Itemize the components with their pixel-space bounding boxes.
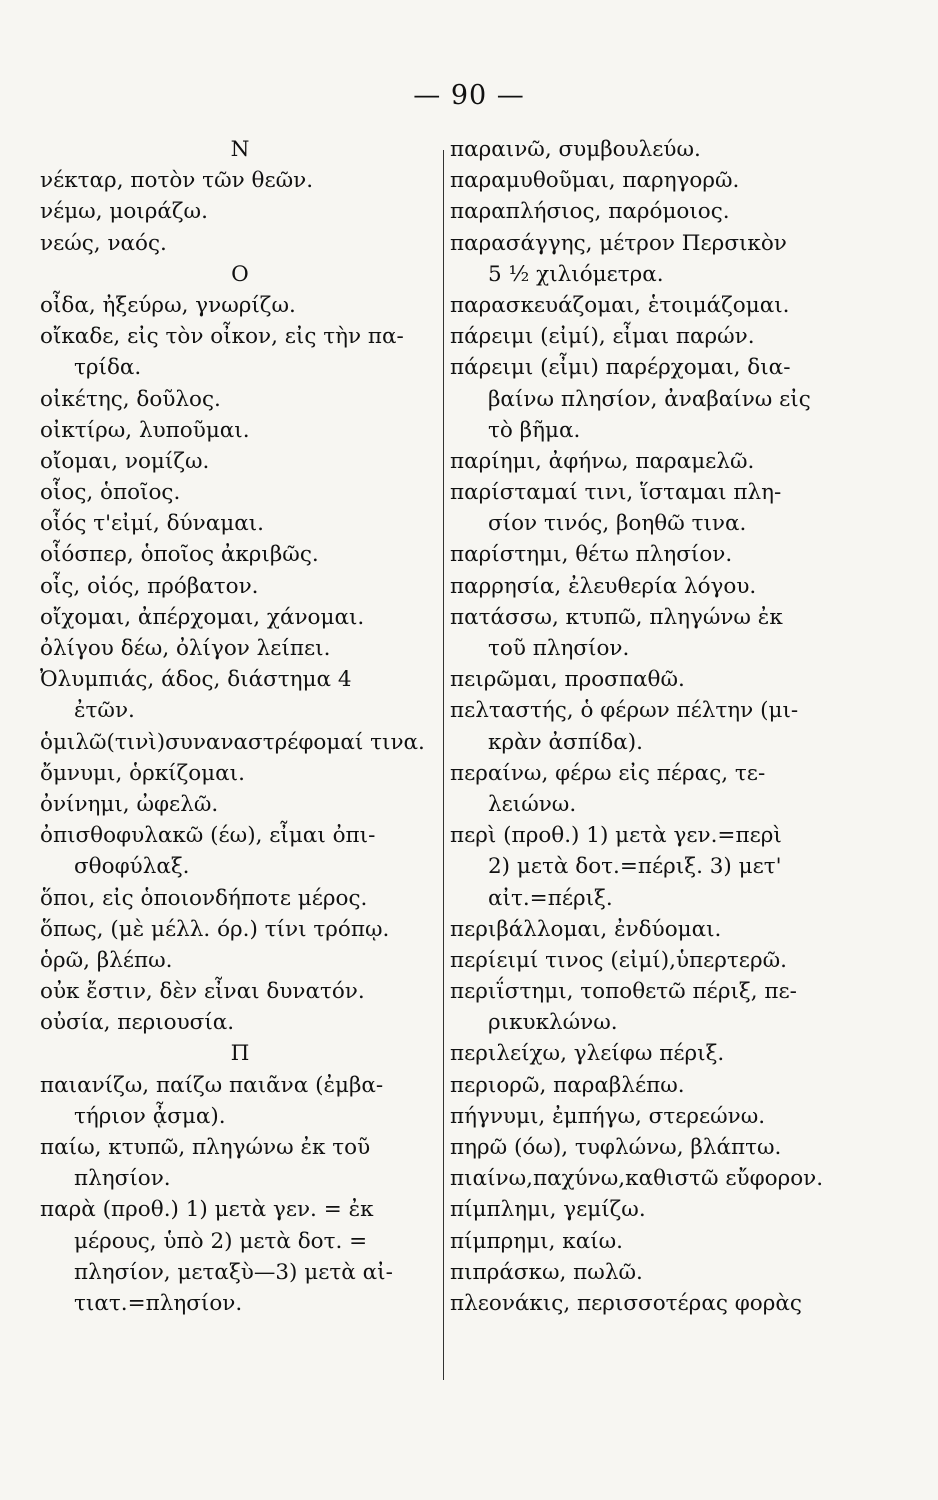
dictionary-entry-line: τὸ βῆμα. <box>488 417 581 443</box>
dictionary-entry-line: ὅπως, (μὲ μέλλ. όρ.) τίνι τρόπῳ. <box>40 916 390 942</box>
dictionary-entry-line: λειώνω. <box>488 791 577 817</box>
dictionary-entry-line: παρασκευάζομαι, ἑτοιμάζομαι. <box>450 292 790 318</box>
dictionary-entry-line: πιαίνω,παχύνω,καθιστῶ εὔφορον. <box>450 1166 824 1192</box>
dictionary-entry-line: Ὀλυμπιάς, άδος, διάστημα 4 <box>40 667 352 693</box>
dictionary-entry-line: πάρειμι (εἰμί), εἶμαι παρών. <box>450 324 755 350</box>
dictionary-entry-line: αἰτ.=πέριξ. <box>488 885 613 911</box>
dictionary-entry-line: σίον τινός, βοηθῶ τινα. <box>488 511 747 537</box>
dictionary-entry-line: παίω, κτυπῶ, πληγώνω ἐκ τοῦ <box>40 1135 371 1160</box>
dictionary-entry-line: παραμυθοῦμαι, παρηγορῶ. <box>450 168 740 194</box>
dictionary-entry-line: νεώς, ναός. <box>40 230 167 256</box>
dictionary-entry-line: παρίστημι, θέτω πλησίον. <box>450 542 733 568</box>
dictionary-entry-line: σθοφύλαξ. <box>74 854 190 880</box>
dictionary-entry-line: περιορῶ, παραβλέπω. <box>450 1072 685 1098</box>
dictionary-entry-line: πελταστής, ὁ φέρων πέλτην (μι- <box>450 698 799 724</box>
right-column <box>450 134 910 1319</box>
dictionary-entry-line: οἷός τ'εἰμί, δύναμαι. <box>40 511 264 537</box>
dictionary-entry-line: τρίδα. <box>74 355 142 381</box>
dictionary-entry-line: 5 ½ χιλιόμετρα. <box>488 261 664 287</box>
dictionary-entry-line: περὶ (προθ.) 1) μετὰ γεν.=περὶ <box>450 823 782 849</box>
dictionary-entry-line: μέρους, ὑπὸ 2) μετὰ δοτ. = <box>74 1228 368 1254</box>
dictionary-entry-line: παραπλήσιος, παρόμοιος. <box>450 199 730 225</box>
dictionary-entry-line: τήριον ᾆσμα). <box>74 1103 226 1129</box>
dictionary-entry-line: πιπράσκω, πωλῶ. <box>450 1259 643 1285</box>
dictionary-entry-line: ρικυκλώνω. <box>488 1010 618 1036</box>
dictionary-entry-line: οἶδα, ἠξεύρω, γνωρίζω. <box>40 292 296 318</box>
dictionary-entry-line: ὀνίνημι, ὠφελῶ. <box>40 791 219 817</box>
dictionary-entry-line: οἰκέτης, δοῦλος. <box>40 386 221 412</box>
dictionary-entry-line: οἷς, οἰός, πρόβατον. <box>40 573 259 599</box>
dictionary-entry-line: βαίνω πλησίον, ἀναβαίνω εἰς <box>488 386 811 412</box>
dictionary-entry-line: πάρειμι (εἶμι) παρέρχομαι, δια- <box>450 355 791 381</box>
left-column <box>40 134 440 1319</box>
section-letter: Π <box>230 1041 250 1067</box>
dictionary-entry-line: κρὰν ἀσπίδα). <box>488 729 643 755</box>
dictionary-entry-line: 2) μετὰ δοτ.=πέριξ. 3) μετ' <box>488 854 782 880</box>
page-number: — 90 — <box>413 80 525 111</box>
dictionary-entry-line: περιβάλλομαι, ἐνδύομαι. <box>450 916 722 942</box>
dictionary-entry-line: οὐσία, περιουσία. <box>40 1010 235 1036</box>
dictionary-entry-line: πλησίον. <box>74 1166 171 1192</box>
dictionary-entry-line: οἴομαι, νομίζω. <box>40 448 210 474</box>
dictionary-entry-line: περιΐστημι, τοποθετῶ πέριξ, πε- <box>450 979 797 1005</box>
dictionary-entry-line: περίειμί τινος (εἰμί),ὑπερτερῶ. <box>450 947 787 973</box>
dictionary-entry-line: τοῦ πλησίον. <box>488 636 630 661</box>
dictionary-entry-line: ὁμιλῶ(τινὶ)συναναστρέφομαί τινα. <box>40 729 425 755</box>
dictionary-entry-line: παρίημι, ἀφήνω, παραμελῶ. <box>450 448 755 474</box>
dictionary-entry-line: περαίνω, φέρω εἰς πέρας, τε- <box>450 760 766 786</box>
dictionary-entry-line: νέκταρ, ποτὸν τῶν θεῶν. <box>40 168 314 194</box>
dictionary-entry-line: παρρησία, ἐλευθερία λόγου. <box>450 573 757 599</box>
dictionary-entry-line: οἴχομαι, ἀπέρχομαι, χάνομαι. <box>40 604 365 630</box>
dictionary-entry-line: οἷος, ὁποῖος. <box>40 480 181 506</box>
dictionary-entry-line: ἐτῶν. <box>74 698 135 724</box>
dictionary-entry-line: πλεονάκις, περισσοτέρας φορὰς <box>450 1290 802 1316</box>
dictionary-entry-line: πίμπρημι, καίω. <box>450 1228 624 1254</box>
section-letter: Ο <box>231 261 249 287</box>
dictionary-entry-line: οἰκτίρω, λυποῦμαι. <box>40 417 250 443</box>
dictionary-entry-line: τιατ.=πλησίον. <box>74 1290 243 1316</box>
column-divider <box>443 150 444 1380</box>
dictionary-entry-line: παιανίζω, παίζω παιᾶνα (ἐμβα- <box>40 1072 384 1098</box>
dictionary-entry-line: παρίσταμαί τινι, ἵσταμαι πλη- <box>450 480 782 506</box>
dictionary-entry-line: παραινῶ, συμβουλεύω. <box>450 137 701 162</box>
dictionary-entry-line: ὄμνυμι, ὁρκίζομαι. <box>40 760 245 786</box>
dictionary-entry-line: πηρῶ (όω), τυφλώνω, βλάπτω. <box>450 1135 782 1160</box>
dictionary-entry-line: πειρῶμαι, προσπαθῶ. <box>450 667 685 693</box>
dictionary-entry-line: παρὰ (προθ.) 1) μετὰ γεν. = ἐκ <box>40 1197 374 1223</box>
dictionary-entry-line: οἴκαδε, εἰς τὸν οἶκον, εἰς τὴν πα- <box>40 324 404 350</box>
dictionary-entry-line: πήγνυμι, ἐμπήγω, στερεώνω. <box>450 1103 766 1129</box>
dictionary-entry-line: πλησίον, μεταξὺ—3) μετὰ αἰ- <box>74 1259 393 1285</box>
dictionary-entry-line: περιλείχω, γλείφω πέριξ. <box>450 1041 725 1067</box>
dictionary-entry-line: ὀπισθοφυλακῶ (έω), εἶμαι ὀπι- <box>40 823 376 849</box>
dictionary-entry-line: νέμω, μοιράζω. <box>40 199 208 225</box>
section-letter: Ν <box>230 137 250 162</box>
dictionary-entry-line: οὐκ ἔστιν, δὲν εἶναι δυνατόν. <box>40 979 365 1005</box>
dictionary-entry-line: πατάσσω, κτυπῶ, πληγώνω ἐκ <box>450 604 783 630</box>
dictionary-entry-line: ὁρῶ, βλέπω. <box>40 947 173 973</box>
dictionary-entry-line: πίμπλημι, γεμίζω. <box>450 1197 646 1223</box>
dictionary-entry-line: παρασάγγης, μέτρον Περσικὸν <box>450 230 787 256</box>
dictionary-entry-line: οἷόσπερ, ὁποῖος ἀκριβῶς. <box>40 542 319 568</box>
dictionary-entry-line: ὀλίγου δέω, ὀλίγον λείπει. <box>40 636 331 661</box>
dictionary-entry-line: ὅποι, εἰς ὁποιονδήποτε μέρος. <box>40 885 368 911</box>
